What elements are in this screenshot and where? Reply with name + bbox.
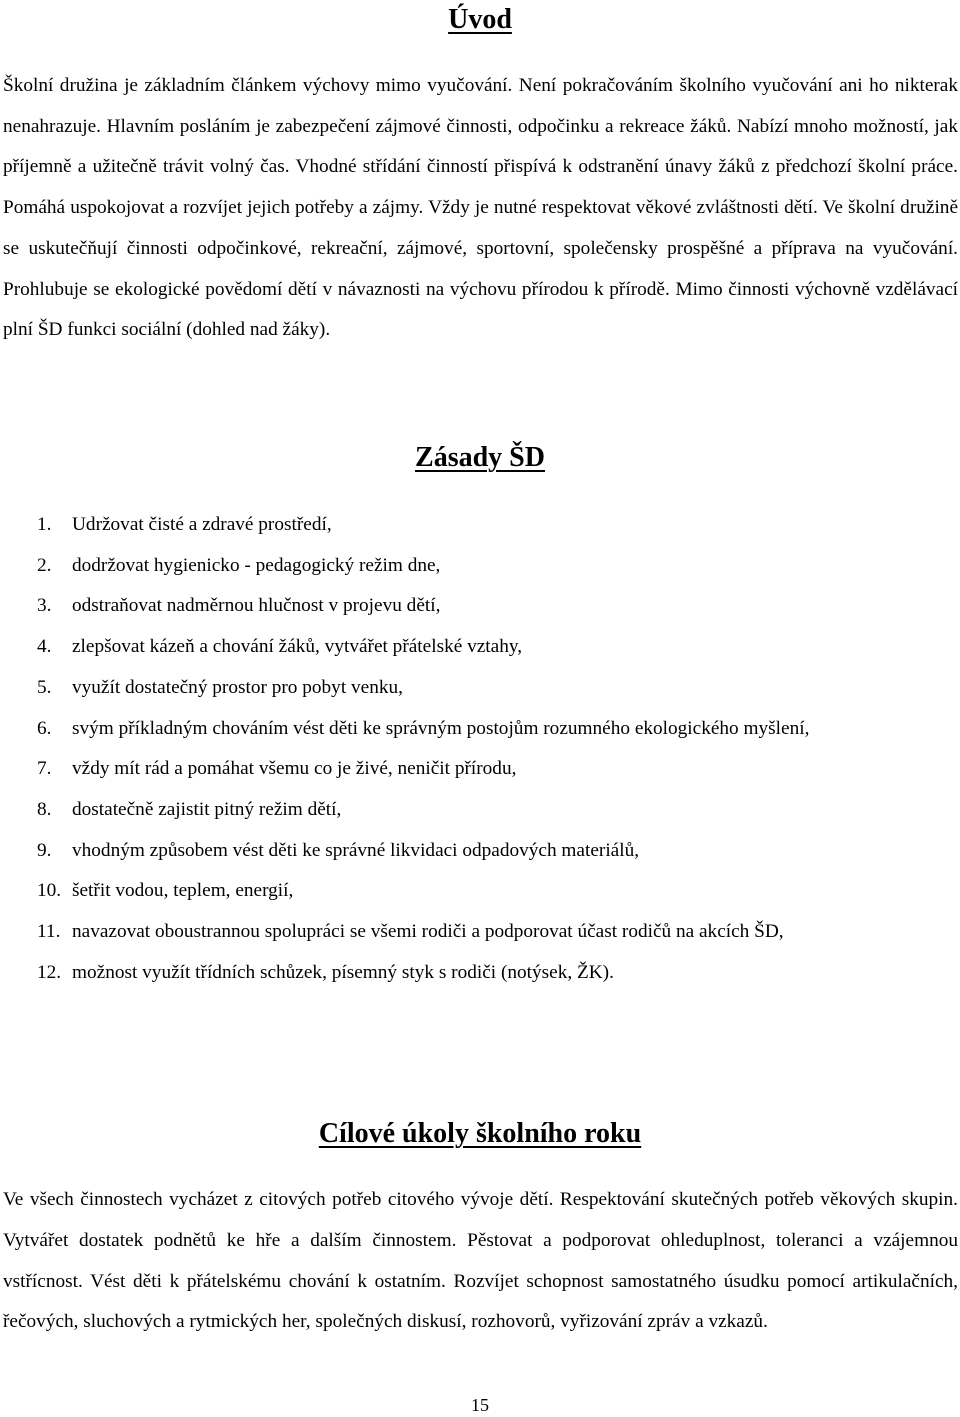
list-item-number: 3. <box>37 595 52 617</box>
list-item-text: vždy mít rád a pomáhat všemu co je živé, neničit přírodu, <box>72 758 517 780</box>
list-item-text: svým příkladným chováním vést děti ke správným postojům rozumného ekologického myšlení, <box>72 717 810 739</box>
intro-paragraph: Školní družina je základním článkem výchovy mimo vyučování. Není pokračováním školního vyučování ani ho nikterak nenahrazuje. Hlavním posláním je zabezpečení zájmové činnosti, odpočinku a rekreace žáků. Nabízí mnoho možností, jak příjemně a užitečně trávit volný čas. Vhodné střídání činností přispívá k odstranění únavy žáků z předchozí školní práce. Pomáhá uspokojovat a rozvíjet jejich potřeby a zájmy. Vždy je nutné respektovat věkové zvláštnosti dětí. Ve školní družině se uskutečňují činnosti odpočinkové, rekreační, zájmové, sportovní, společensky prospěšné a příprava na vyučování. Prohlubuje se ekologické povědomí dětí v návaznosti na výchovu přírodou k přírodě. Mimo činnosti výchovně vzdělávací plní ŠD funkci sociální (dohled nad žáky). <box>3 75 958 341</box>
list-item <box>37 668 957 709</box>
list-item-number: 12. <box>37 961 62 983</box>
list-item <box>37 912 957 953</box>
list-item <box>37 953 957 994</box>
heading-goals: Cílové úkoly školního roku <box>318 1118 642 1149</box>
list-item-text: dodržovat hygienicko - pedagogický režim dne, <box>72 554 441 576</box>
list-item-text: využít dostatečný prostor pro pobyt venku, <box>72 676 403 698</box>
list-item-text: navazovat oboustrannou spolupráci se všemi rodiči a podporovat účast rodičů na akcích ŠD, <box>72 921 784 943</box>
list-item-number: 9. <box>37 839 52 861</box>
heading-intro: Úvod <box>448 4 512 35</box>
list-item-text: zlepšovat kázeň a chování žáků, vytvářet přátelské vztahy, <box>72 636 523 658</box>
list-item-number: 6. <box>37 717 52 739</box>
list-item-text: možnost využít třídních schůzek, písemný styk s rodiči (notýsek, ŽK). <box>72 961 614 983</box>
list-item-number: 1. <box>37 514 52 535</box>
list-item-number: 2. <box>37 554 52 576</box>
list-item <box>37 505 957 546</box>
list-item <box>37 586 957 627</box>
list-item-number: 10. <box>37 880 62 902</box>
list-item-number: 8. <box>37 798 52 820</box>
list-item-number: 7. <box>37 758 52 780</box>
page-number: 15 <box>471 1395 489 1415</box>
list-item-text: vhodným způsobem vést děti ke správné likvidaci odpadových materiálů, <box>72 839 640 861</box>
list-item <box>37 546 957 587</box>
list-item <box>37 871 957 912</box>
list-item <box>37 627 957 668</box>
list-item <box>37 831 957 872</box>
list-item-number: 5. <box>37 676 52 698</box>
heading-principles: Zásady ŠD <box>415 442 545 473</box>
list-item-text: dostatečně zajistit pitný režim dětí, <box>72 798 342 820</box>
list-item <box>37 749 957 790</box>
list-item <box>37 790 957 831</box>
principles-list <box>37 505 957 993</box>
list-item-number: 4. <box>37 636 52 658</box>
list-item-text: šetřit vodou, teplem, energií, <box>72 880 294 902</box>
goals-paragraph: Ve všech činnostech vycházet z citových potřeb citového vývoje dětí. Respektování skutečných potřeb věkových skupin. Vytvářet dostatek podnětů ke hře a dalším činnostem. Pěstovat a podporovat ohleduplnost, toleranci a vzájemnou vstřícnost. Vést děti k přátelskému chování k ostatním. Rozvíjet schopnost samostatného úsudku pomocí artikulačních, řečových, sluchových a rytmických her, společných diskusí, rozhovorů, vyřizování zpráv a vzkazů. <box>3 1189 958 1333</box>
list-item-number: 11. <box>37 921 61 943</box>
list-item <box>37 709 957 750</box>
list-item-text: Udržovat čisté a zdravé prostředí, <box>72 514 332 535</box>
list-item-text: odstraňovat nadměrnou hlučnost v projevu dětí, <box>72 595 441 617</box>
